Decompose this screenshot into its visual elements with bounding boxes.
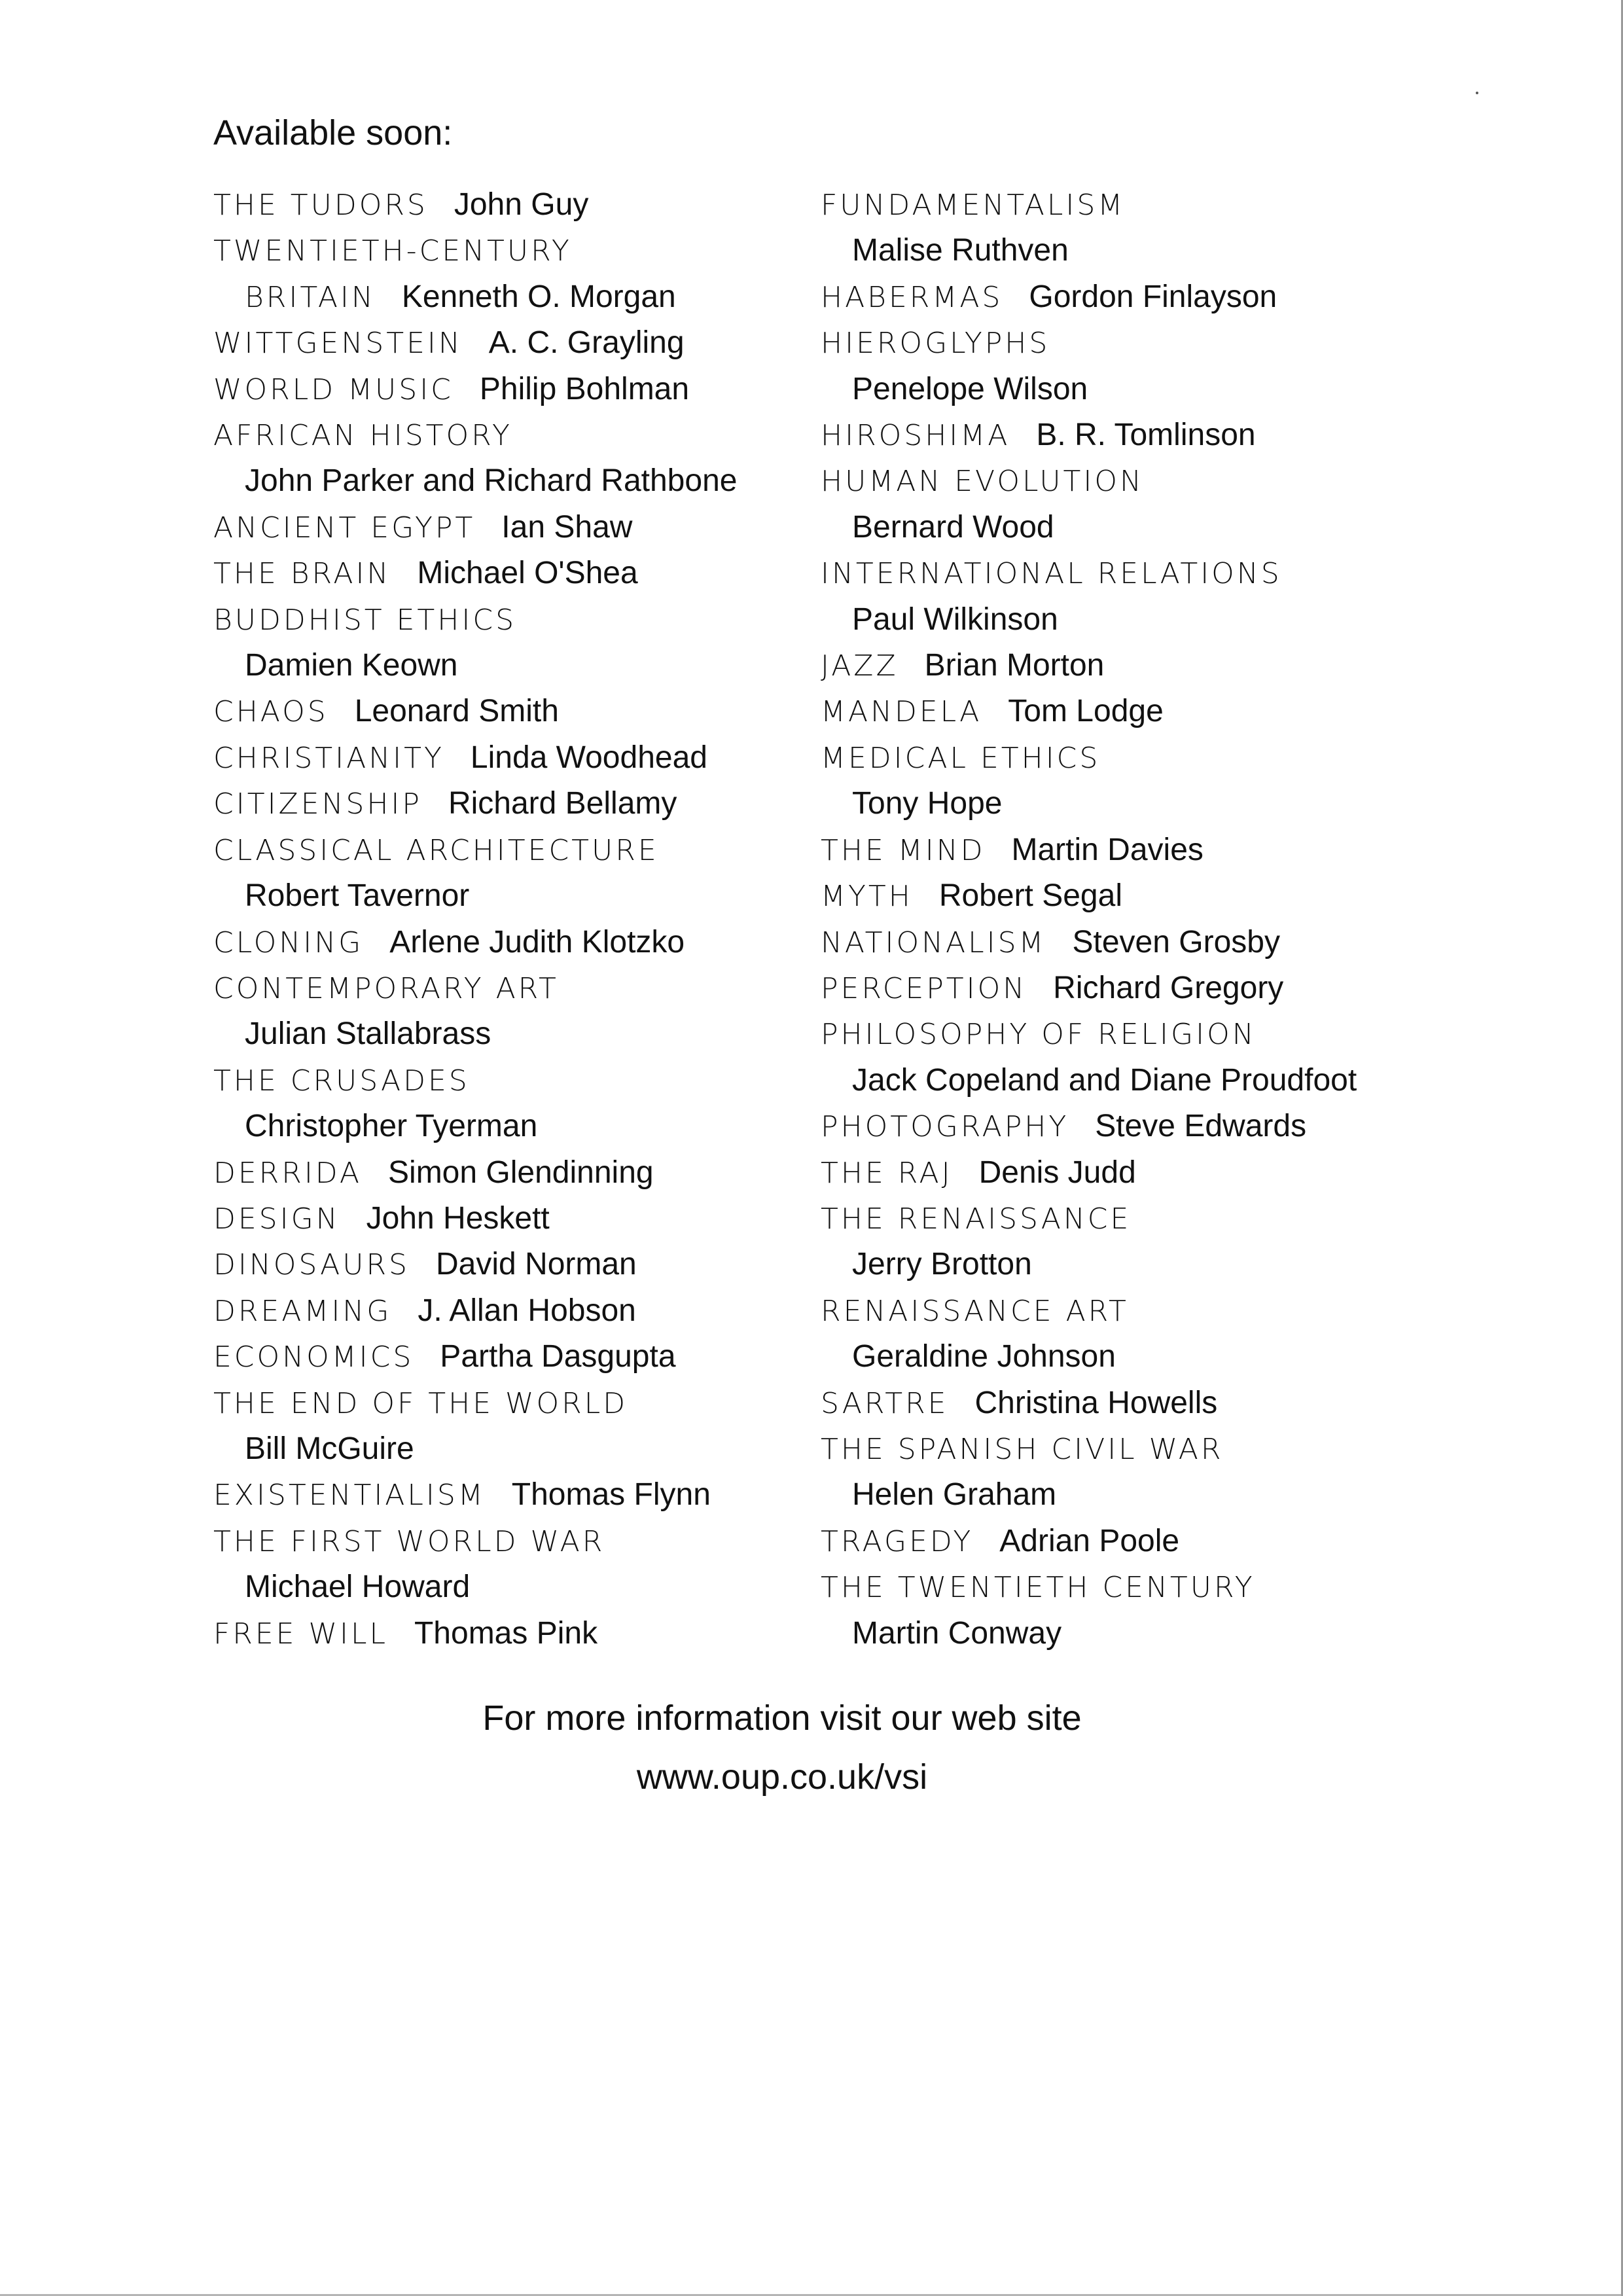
book-title: HUMAN EVOLUTION xyxy=(821,465,1144,499)
book-author: Steve Edwards xyxy=(1095,1109,1307,1144)
book-author: Julian Stallabrass xyxy=(245,1016,491,1052)
book-author: Partha Dasgupta xyxy=(440,1339,676,1374)
book-title: THE CRUSADES xyxy=(213,1064,470,1098)
book-entry xyxy=(821,1242,1397,1287)
footer-info-text: For more information visit our web site xyxy=(482,1698,1082,1738)
book-entry xyxy=(821,735,1397,781)
book-entry xyxy=(821,1380,1397,1426)
book-author: Damien Keown xyxy=(245,648,458,683)
book-author: Bernard Wood xyxy=(852,509,1054,545)
book-author: Helen Graham xyxy=(852,1477,1057,1513)
book-entry xyxy=(213,1058,789,1103)
book-title: THE TUDORS xyxy=(213,188,428,222)
book-entry xyxy=(213,1564,789,1610)
book-title: ANCIENT EGYPT xyxy=(213,511,476,545)
book-entry xyxy=(821,873,1397,919)
book-author: Steven Grosby xyxy=(1072,924,1280,960)
book-title: TRAGEDY xyxy=(821,1524,974,1558)
book-author: Richard Bellamy xyxy=(448,786,677,821)
book-entry xyxy=(821,274,1397,320)
book-entry xyxy=(821,1518,1397,1564)
book-author: John Guy xyxy=(454,187,589,222)
book-entry xyxy=(213,1103,789,1149)
book-title: MYTH xyxy=(821,880,913,914)
book-title: HABERMAS xyxy=(821,280,1003,314)
book-title: FUNDAMENTALISM xyxy=(821,188,1126,222)
book-entry xyxy=(213,458,789,504)
book-title: TWENTIETH-CENTURY xyxy=(213,234,572,268)
book-entry xyxy=(821,1011,1397,1057)
book-author: Linda Woodhead xyxy=(470,740,707,775)
book-entry xyxy=(213,1334,789,1380)
book-author: Jerry Brotton xyxy=(852,1247,1032,1282)
book-list-left-column xyxy=(213,182,789,1657)
book-entry xyxy=(821,781,1397,827)
book-author: Geraldine Johnson xyxy=(852,1339,1116,1374)
book-title: THE RAJ xyxy=(821,1156,953,1190)
book-author: Paul Wilkinson xyxy=(852,601,1058,637)
book-entry xyxy=(821,1334,1397,1380)
book-entry xyxy=(213,274,789,320)
book-title: HIROSHIMA xyxy=(821,419,1010,453)
book-entry xyxy=(821,1472,1397,1518)
book-author: Martin Conway xyxy=(852,1615,1062,1651)
book-author: Leonard Smith xyxy=(354,694,559,729)
book-entry xyxy=(213,1288,789,1334)
footer-website-link[interactable]: www.oup.co.uk/vsi xyxy=(636,1757,928,1797)
book-author: Christopher Tyerman xyxy=(245,1109,538,1144)
book-title: CITIZENSHIP xyxy=(213,787,422,821)
book-entry xyxy=(213,597,789,643)
book-title: CLASSICAL ARCHITECTURE xyxy=(213,833,659,867)
book-title: WORLD MUSIC xyxy=(213,372,454,406)
book-entry xyxy=(213,920,789,965)
book-title: DINOSAURS xyxy=(213,1248,410,1282)
book-author: B. R. Tomlinson xyxy=(1036,418,1256,453)
book-entry xyxy=(821,1150,1397,1196)
book-author: Tom Lodge xyxy=(1008,694,1164,729)
book-entry xyxy=(821,1196,1397,1242)
book-entry xyxy=(821,412,1397,458)
book-author: Gordon Finlayson xyxy=(1029,279,1277,314)
book-author: Bill McGuire xyxy=(245,1431,414,1466)
book-title: DERRIDA xyxy=(213,1156,363,1190)
book-title: CHAOS xyxy=(213,695,329,729)
book-entry xyxy=(213,781,789,827)
book-entry xyxy=(821,505,1397,550)
book-author: Jack Copeland and Diane Proudfoot xyxy=(852,1062,1357,1098)
book-entry xyxy=(213,1380,789,1426)
book-author: Martin Davies xyxy=(1011,832,1204,867)
book-title: PHOTOGRAPHY xyxy=(821,1110,1069,1144)
book-entry xyxy=(821,1426,1397,1472)
book-title: NATIONALISM xyxy=(821,925,1046,960)
book-entry xyxy=(213,182,789,228)
book-entry xyxy=(213,367,789,412)
book-entry xyxy=(213,827,789,873)
book-title: THE END OF THE WORLD xyxy=(213,1386,628,1420)
book-title: JAZZ xyxy=(821,649,899,683)
book-entry xyxy=(821,1564,1397,1610)
book-entry xyxy=(821,320,1397,366)
book-entry xyxy=(213,689,789,734)
book-author: Michael O'Shea xyxy=(417,556,638,591)
book-author: J. Allan Hobson xyxy=(418,1293,636,1328)
book-author: Malise Ruthven xyxy=(852,233,1069,268)
book-title: THE TWENTIETH CENTURY xyxy=(821,1571,1255,1605)
book-author: John Parker and Richard Rathbone xyxy=(245,463,738,499)
book-entry xyxy=(213,1611,789,1657)
book-author: Brian Morton xyxy=(924,648,1105,683)
book-title: MEDICAL ETHICS xyxy=(821,741,1101,775)
book-author: A. C. Grayling xyxy=(488,325,685,361)
book-author: Robert Tavernor xyxy=(245,878,470,914)
book-title: DESIGN xyxy=(213,1202,340,1236)
book-title: FREE WILL xyxy=(213,1617,388,1651)
book-title: PHILOSOPHY OF RELIGION xyxy=(821,1018,1257,1052)
book-author: John Heskett xyxy=(366,1200,550,1236)
book-title: BRITAIN xyxy=(245,280,376,314)
book-author: Denis Judd xyxy=(978,1155,1136,1190)
book-entry xyxy=(821,182,1397,228)
book-title: SARTRE xyxy=(821,1386,949,1420)
book-entry xyxy=(213,1011,789,1057)
book-entry xyxy=(213,873,789,919)
book-title: CHRISTIANITY xyxy=(213,741,444,775)
book-author: Robert Segal xyxy=(938,878,1122,914)
book-entry xyxy=(821,367,1397,412)
book-entry xyxy=(821,458,1397,504)
book-entry xyxy=(213,412,789,458)
book-entry xyxy=(821,1058,1397,1103)
book-entry xyxy=(213,1242,789,1287)
book-entry xyxy=(821,228,1397,274)
book-entry xyxy=(213,550,789,596)
book-author: Thomas Pink xyxy=(414,1615,598,1651)
book-title: AFRICAN HISTORY xyxy=(213,419,512,453)
book-title: MANDELA xyxy=(821,695,982,729)
book-entry xyxy=(821,965,1397,1011)
book-author: Penelope Wilson xyxy=(852,371,1088,406)
book-entry xyxy=(213,1150,789,1196)
book-entry xyxy=(213,965,789,1011)
book-entry xyxy=(213,505,789,550)
book-title: BUDDHIST ETHICS xyxy=(213,603,517,637)
book-title: ECONOMICS xyxy=(213,1340,414,1374)
book-title: THE BRAIN xyxy=(213,557,391,591)
book-author: Thomas Flynn xyxy=(511,1477,711,1513)
book-title: CLONING xyxy=(213,925,364,960)
book-title: THE MIND xyxy=(821,833,986,867)
book-entry xyxy=(821,1288,1397,1334)
scan-speck xyxy=(1476,92,1478,94)
book-author: Arlene Judith Klotzko xyxy=(389,924,685,960)
book-title: THE FIRST WORLD WAR xyxy=(213,1524,605,1558)
book-author: Kenneth O. Morgan xyxy=(401,279,676,314)
book-author: David Norman xyxy=(435,1247,637,1282)
book-title: THE RENAISSANCE xyxy=(821,1202,1132,1236)
book-entry xyxy=(213,1472,789,1518)
book-entry xyxy=(213,1426,789,1472)
book-entry xyxy=(213,320,789,366)
book-list-right-column xyxy=(821,182,1397,1657)
book-entry xyxy=(821,1611,1397,1657)
book-author: Philip Bohlman xyxy=(479,371,690,406)
book-entry xyxy=(213,1196,789,1242)
book-title: EXISTENTIALISM xyxy=(213,1479,486,1513)
book-author: Richard Gregory xyxy=(1053,970,1284,1005)
book-title: DREAMING xyxy=(213,1294,392,1328)
page-heading: Available soon: xyxy=(213,113,453,152)
book-entry xyxy=(821,689,1397,734)
book-title: THE SPANISH CIVIL WAR xyxy=(821,1432,1224,1466)
book-entry xyxy=(821,550,1397,596)
book-title: INTERNATIONAL RELATIONS xyxy=(821,557,1282,591)
book-title: RENAISSANCE ART xyxy=(821,1294,1129,1328)
book-entry xyxy=(821,1103,1397,1149)
book-entry xyxy=(213,735,789,781)
book-author: Simon Glendinning xyxy=(388,1155,654,1190)
book-title: PERCEPTION xyxy=(821,971,1027,1005)
book-author: Christina Howells xyxy=(974,1385,1218,1420)
book-entry xyxy=(213,228,789,274)
book-author: Michael Howard xyxy=(245,1570,471,1605)
book-title: HIEROGLYPHS xyxy=(821,327,1050,361)
book-entry xyxy=(821,920,1397,965)
book-title: WITTGENSTEIN xyxy=(213,327,463,361)
book-entry xyxy=(821,643,1397,689)
book-author: Ian Shaw xyxy=(501,509,633,545)
book-author: Adrian Poole xyxy=(999,1523,1180,1558)
book-entry xyxy=(213,643,789,689)
book-entry xyxy=(821,597,1397,643)
book-entry xyxy=(821,827,1397,873)
book-entry xyxy=(213,1518,789,1564)
book-title: CONTEMPORARY ART xyxy=(213,971,559,1005)
book-author: Tony Hope xyxy=(852,786,1003,821)
